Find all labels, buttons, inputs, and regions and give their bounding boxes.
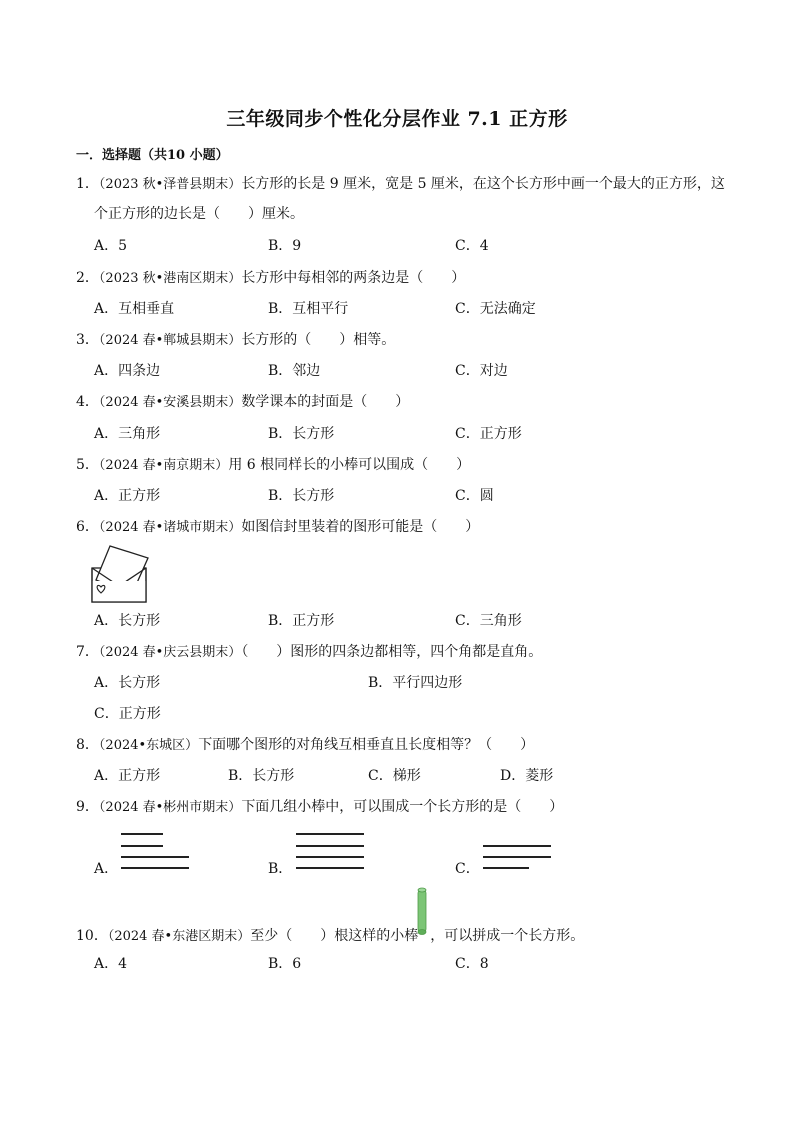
option-b[interactable]: B．9 [268, 238, 302, 254]
question-7 [76, 642, 542, 663]
question-source: （2024 春•诸城市期末） [98, 520, 242, 535]
question-stem: 数学课本的封面是（ ） [241, 394, 410, 410]
question-8 [76, 735, 534, 756]
question-number: 10． [76, 928, 108, 944]
option-a[interactable]: A．四条边 [94, 363, 161, 379]
option-b[interactable]: B．长方形 [268, 488, 335, 504]
question-number: 6． [76, 519, 99, 535]
question-10 [76, 926, 584, 947]
question-source: （2024 春•庆云县期末） [98, 645, 242, 660]
stick [483, 845, 551, 847]
option-c[interactable]: C．8 [455, 956, 489, 972]
stick [296, 845, 364, 847]
question-source: （2024 春•安溪县期末） [98, 395, 242, 410]
question-6 [76, 517, 479, 538]
page-title: 三年级同步个性化分层作业 7.1 正方形 [226, 108, 568, 130]
question-source: （2024 春•南京期末） [98, 458, 229, 473]
option-b[interactable]: B． [268, 861, 293, 877]
question-9 [76, 797, 563, 818]
stick [296, 867, 364, 869]
option-a[interactable]: A．5 [94, 238, 128, 254]
option-c[interactable]: C．正方形 [455, 426, 522, 442]
green-stick-icon [415, 886, 429, 938]
option-b[interactable]: B．邻边 [268, 363, 321, 379]
option-c[interactable]: C．无法确定 [455, 301, 536, 317]
stick [121, 867, 189, 869]
question-source: （2023 秋•泽普县期末） [98, 177, 242, 192]
question-number: 3． [76, 332, 99, 348]
question-source: （2024 春•东港区期末） [107, 929, 251, 944]
option-a[interactable]: A．4 [94, 956, 128, 972]
section-heading: 一．选择题（共10 小题） [76, 148, 229, 163]
question-stem-after: ，可以拼成一个长方形。 [430, 928, 585, 944]
question-2 [76, 268, 465, 289]
stick [121, 833, 163, 835]
option-c[interactable]: C．对边 [455, 363, 508, 379]
stick [296, 856, 364, 858]
option-a[interactable]: A．三角形 [94, 426, 161, 442]
option-b[interactable]: B．6 [268, 956, 302, 972]
question-source: （2023 秋•港南区期末） [98, 271, 242, 286]
question-4 [76, 392, 409, 413]
option-c[interactable]: C．梯形 [368, 768, 421, 784]
option-a[interactable]: A．正方形 [94, 768, 161, 784]
option-c[interactable]: C．圆 [455, 488, 494, 504]
question-number: 7． [76, 644, 99, 660]
stick [483, 867, 529, 869]
option-b[interactable]: B．长方形 [268, 426, 335, 442]
question-stem: 如图信封里装着的图形可能是（ ） [241, 519, 480, 535]
option-c[interactable]: C．正方形 [94, 706, 161, 722]
question-stem: 用 6 根同样长的小棒可以围成（ ） [228, 457, 471, 473]
question-source: （2024 春•彬州市期末） [98, 800, 242, 815]
option-b[interactable]: B．正方形 [268, 613, 335, 629]
question-stem: （ ）图形的四条边都相等，四个角都是直角。 [241, 644, 543, 660]
question-5 [76, 455, 470, 476]
option-a[interactable]: A．长方形 [94, 613, 161, 629]
question-stem: 长方形的（ ）相等。 [241, 332, 396, 348]
option-a[interactable]: A． [94, 861, 119, 877]
option-a[interactable]: A．正方形 [94, 488, 161, 504]
question-number: 5． [76, 457, 99, 473]
question-stem: 下面几组小棒中，可以围成一个长方形的是（ ） [241, 799, 564, 815]
option-d[interactable]: D．菱形 [500, 768, 554, 784]
question-number: 8． [76, 737, 99, 753]
question-number: 2． [76, 270, 99, 286]
option-c[interactable]: C． [455, 861, 480, 877]
question-number: 4． [76, 394, 99, 410]
question-stem: 下面哪个图形的对角线互相垂直且长度相等？（ ） [198, 737, 535, 753]
question-1-stem-cont: 个正方形的边长是（ ）厘米。 [94, 206, 304, 222]
option-b[interactable]: B．互相平行 [268, 301, 349, 317]
stick [296, 833, 364, 835]
stick [483, 856, 551, 858]
option-a[interactable]: A．长方形 [94, 675, 161, 691]
stick [121, 856, 189, 858]
question-1 [76, 174, 725, 195]
stick [121, 845, 163, 847]
option-b[interactable]: B．平行四边形 [368, 675, 463, 691]
question-number: 1． [76, 176, 99, 192]
question-number: 9． [76, 799, 99, 815]
option-c[interactable]: C．三角形 [455, 613, 522, 629]
question-stem: 长方形中每相邻的两条边是（ ） [241, 270, 466, 286]
option-c[interactable]: C．4 [455, 238, 489, 254]
question-stem: 长方形的长是 9 厘米，宽是 5 厘米，在这个长方形中画一个最大的正方形，这 [241, 176, 725, 192]
question-source: （2024•东城区） [98, 738, 199, 753]
option-b[interactable]: B．长方形 [228, 768, 295, 784]
question-source: （2024 春•郸城县期末） [98, 333, 242, 348]
envelope-figure [88, 540, 156, 606]
question-3 [76, 330, 395, 351]
option-a[interactable]: A．互相垂直 [94, 301, 175, 317]
question-stem: 至少（ ）根这样的小棒 [250, 928, 419, 944]
